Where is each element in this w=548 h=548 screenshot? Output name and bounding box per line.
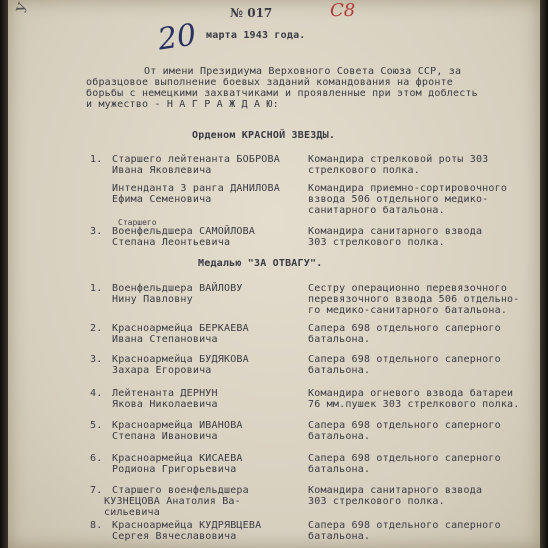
entry-number: 1. xyxy=(90,154,103,165)
entry-post: взвода 506 отдельного медико- xyxy=(308,194,489,205)
entry-post: 303 стрелкового полка. xyxy=(308,496,445,507)
entry-number: 5. xyxy=(90,420,103,431)
entry-post: перевязочного взвода 506 отдельно- xyxy=(308,294,520,305)
document-page xyxy=(8,0,540,548)
entry-post: батальона. xyxy=(308,531,371,542)
entry-post: Командира стрелковой роты 303 xyxy=(308,154,489,165)
entry-number: 3. xyxy=(90,226,103,237)
intro-line: и мужество - Н А Г Р А Ж Д А Ю: xyxy=(86,99,279,110)
intro-line: От имени Президиума Верховного Совета Союза ССР, за xyxy=(144,66,462,77)
entry-name: Старшего лейтенанта БОБРОВА xyxy=(112,154,280,165)
entry-post: Сестру операционно перевязочного xyxy=(308,283,508,294)
entry-number: 8. xyxy=(90,520,103,531)
entry-post: Сапера 698 отдельного саперного xyxy=(308,453,501,464)
entry-name: Военфельдшера ВАЙЛОВУ xyxy=(112,283,243,294)
entry-name: Красноармейца БУДЯКОВА xyxy=(112,354,249,365)
entry-number: 4. xyxy=(90,388,103,399)
entry-name: Интенданта 3 ранга ДАНИЛОВА xyxy=(112,183,280,194)
corner-handwritten-mark: У xyxy=(13,0,33,16)
entry-post: го медико-санитарного батальона. xyxy=(308,305,508,316)
entry-name: Старшего военфельдшера xyxy=(112,485,249,496)
section-title-medal: Медалью "ЗА ОТВАГУ". xyxy=(198,258,323,269)
entry-name: Ефима Семеновича xyxy=(112,194,212,205)
entry-post: стрелкового полка. xyxy=(308,165,420,176)
entry-number: 2. xyxy=(90,323,103,334)
entry-post: Сапера 698 отдельного саперного xyxy=(308,420,501,431)
entry-post: 76 мм.пушек 303 стрелкового полка. xyxy=(308,399,520,410)
entry-post: санитарного батальона. xyxy=(308,205,445,216)
section-title-order: Орденом КРАСНОЙ ЗВЕЗДЫ. xyxy=(192,130,336,141)
entry-name: КУЗНЕЦОВА Анатолия Ва- xyxy=(104,496,241,507)
scan-edge-right xyxy=(540,0,548,548)
entry-post: батальона. xyxy=(308,431,371,442)
entry-post: батальона. xyxy=(308,464,371,475)
order-number-text: № 017 xyxy=(230,6,273,20)
entry-name: Якова Николаевича xyxy=(112,399,218,410)
entry-post: Командира огневого взвода батареи xyxy=(308,388,514,399)
entry-number: 1. xyxy=(90,283,103,294)
handwritten-day: 20 xyxy=(155,17,199,58)
entry-post: батальона. xyxy=(308,365,371,376)
handwritten-insertion: Старшего xyxy=(118,218,157,227)
scan-edge-left xyxy=(0,0,8,548)
entry-name: Родиона Григорьевича xyxy=(112,464,237,475)
entry-post: Командира санитарного взвода xyxy=(308,226,483,237)
entry-number: 7. xyxy=(90,485,103,496)
entry-post: Сапера 698 отдельного саперного xyxy=(308,323,501,334)
entry-name: Сергея Вячеславовича xyxy=(112,531,237,542)
red-pencil-mark: C8 xyxy=(330,0,356,21)
entry-name: Нину Павловну xyxy=(112,294,193,305)
entry-name: Военфельдшера САМОЙЛОВА xyxy=(112,226,256,237)
entry-name: Красноармейца КИСАЕВА xyxy=(112,453,243,464)
entry-name: Захара Егоровича xyxy=(112,365,212,376)
entry-name: Лейтенанта ДЕРНУН xyxy=(112,388,218,399)
entry-name: Степана Ивановича xyxy=(112,431,218,442)
entry-post: Сапера 698 отдельного саперного xyxy=(308,354,501,365)
entry-name: Красноармейца ИВАНОВА xyxy=(112,420,243,431)
entry-post: 303 стрелкового полка. xyxy=(308,237,445,248)
entry-name: Красноармейца КУДРЯВЦЕВА xyxy=(112,520,262,531)
intro-line: борьбы с немецкими захватчиками и проявленные при этом доблесть xyxy=(86,88,478,99)
entry-post: Командира санитарного взвода xyxy=(308,485,483,496)
date-text: марта 1943 года. xyxy=(206,30,306,41)
entry-name: сильевича xyxy=(104,507,160,518)
entry-name: Красноармейца БЕРКАЕВА xyxy=(112,323,249,334)
entry-post: Сапера 698 отдельного саперного xyxy=(308,520,501,531)
entry-post: батальона. xyxy=(308,334,371,345)
intro-line: образцовое выполнение боевых заданий командования на фронте xyxy=(86,77,454,88)
entry-number: 6. xyxy=(90,453,103,464)
entry-name: Ивана Яковлевича xyxy=(112,165,212,176)
entry-number: 3. xyxy=(90,354,103,365)
order-number xyxy=(230,2,272,22)
entry-post: Командира приемно-сортировочного xyxy=(308,183,508,194)
entry-name: Степана Леонтьевича xyxy=(112,237,231,248)
entry-name: Ивана Степановича xyxy=(112,334,218,345)
